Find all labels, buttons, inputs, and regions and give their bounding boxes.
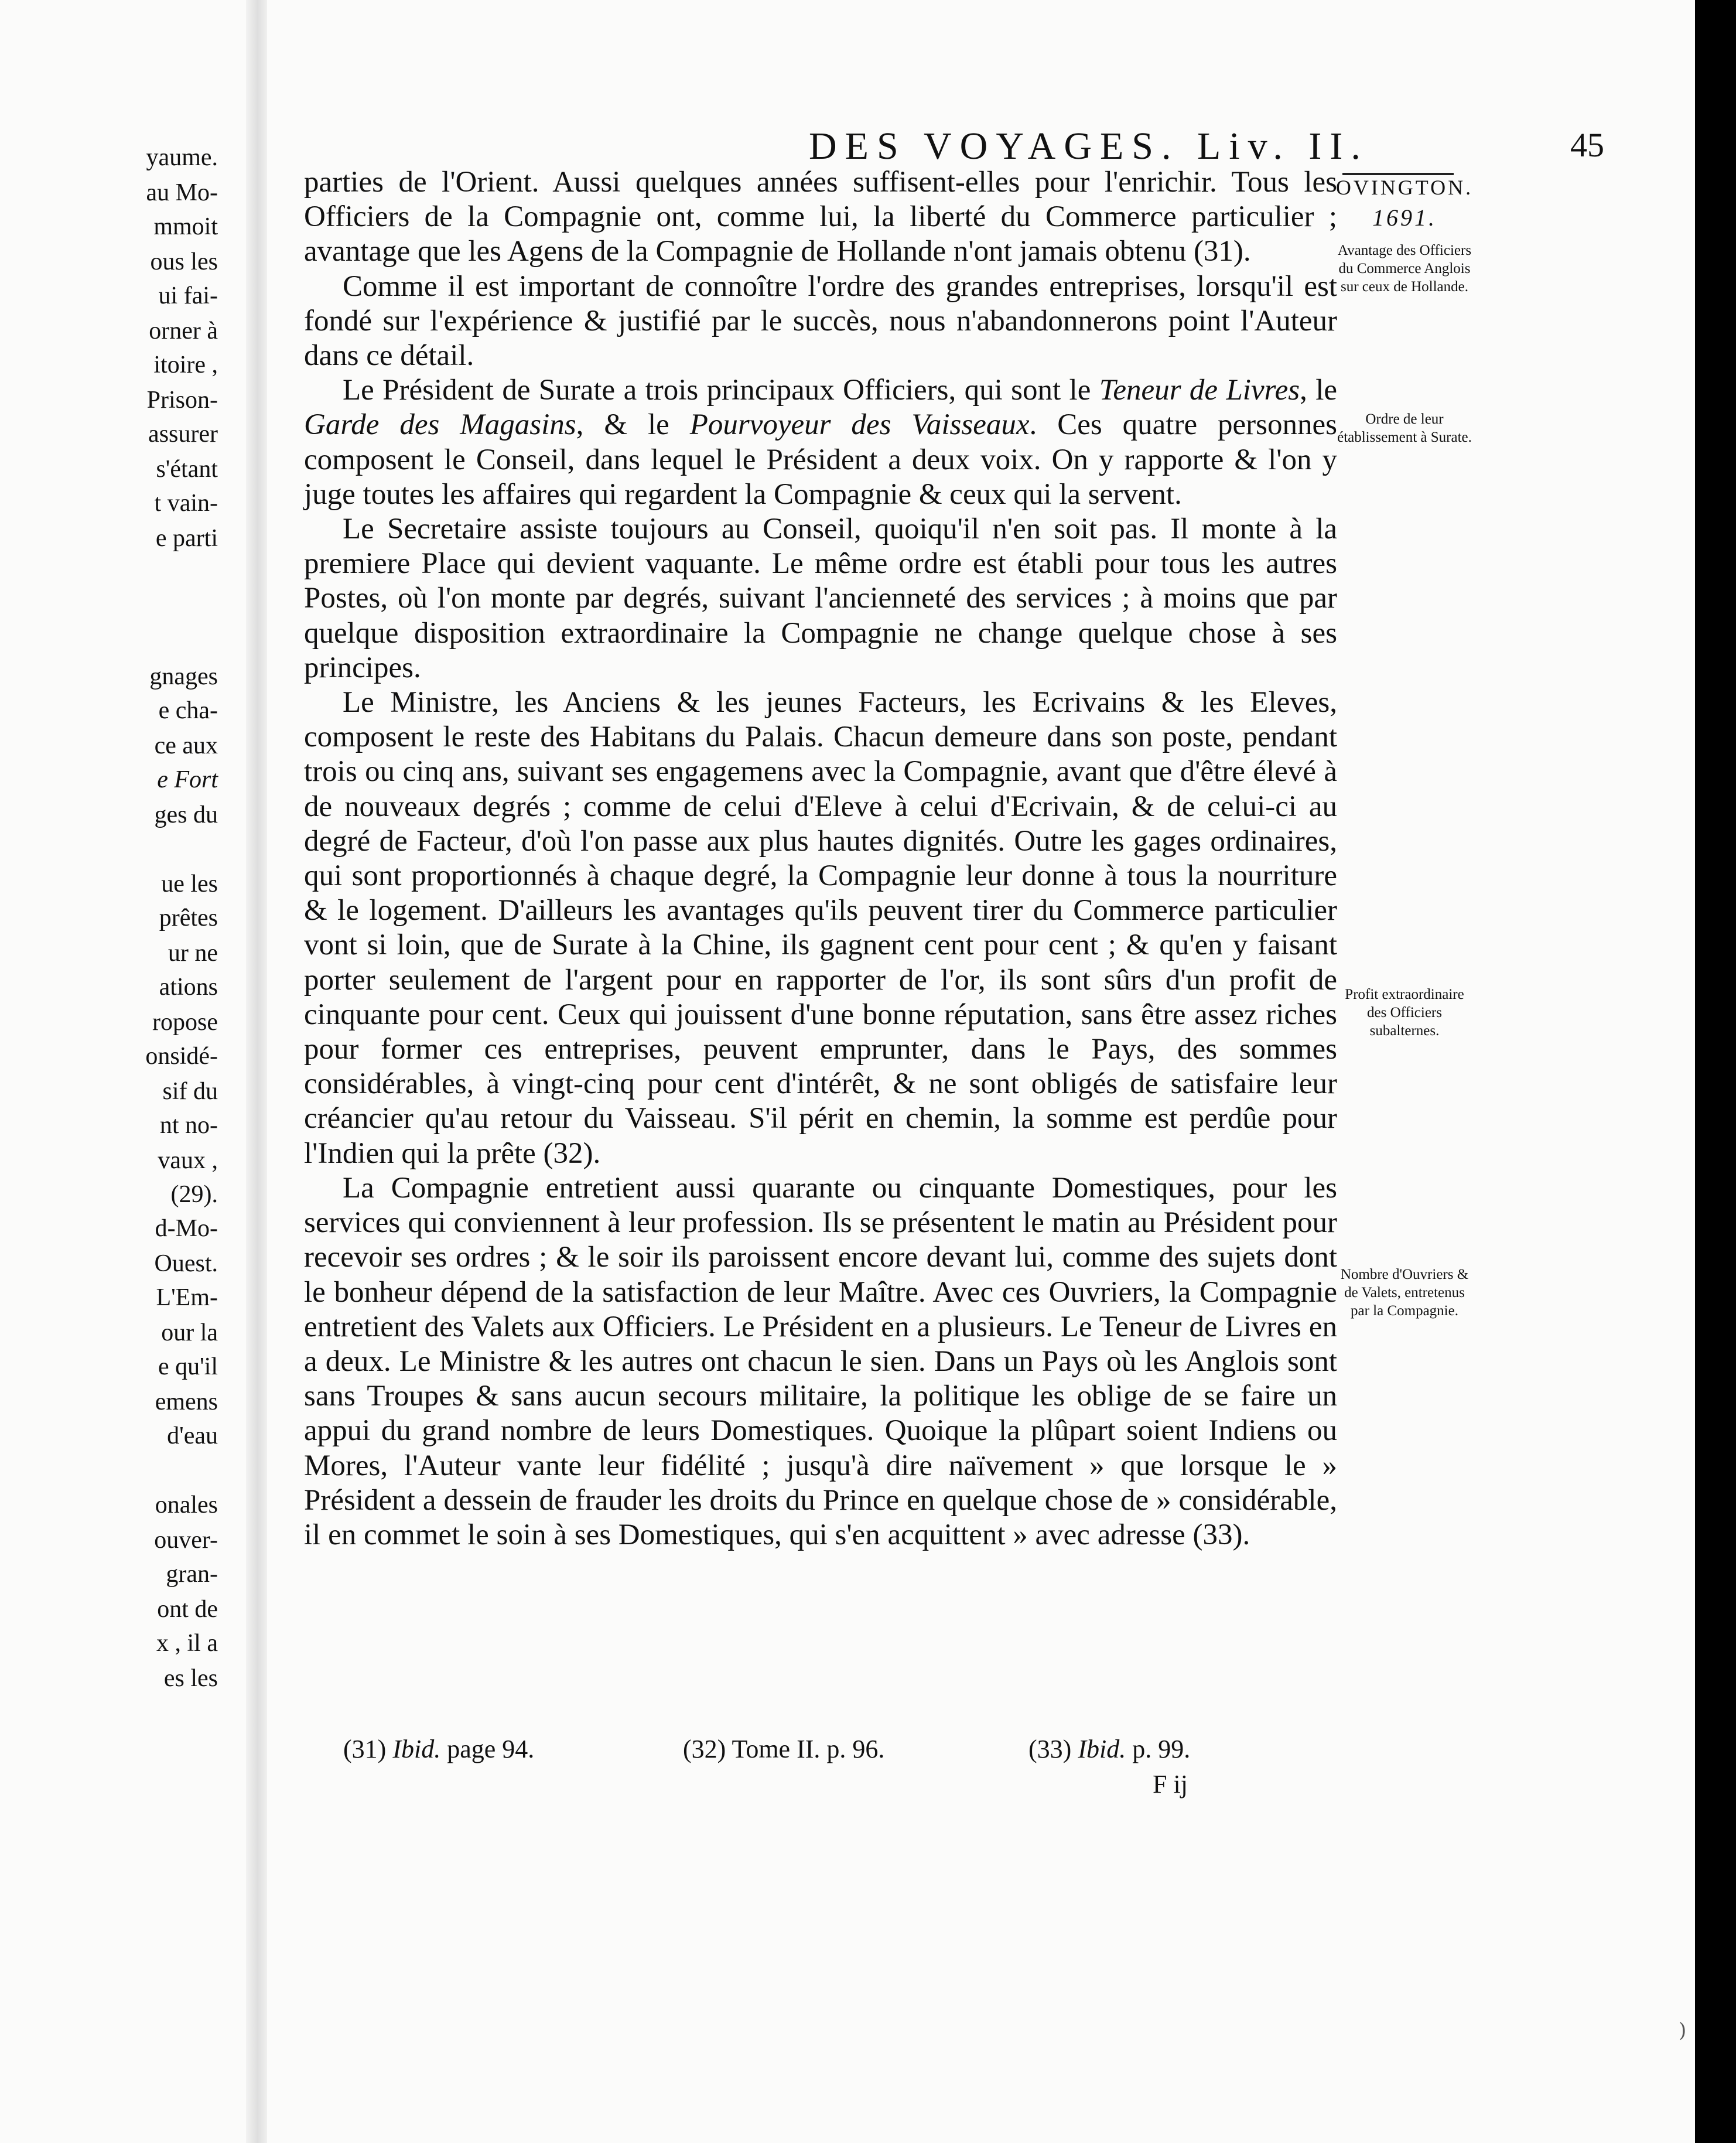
left-page-line: gnages xyxy=(149,663,218,690)
margin-note-author xyxy=(1334,173,1475,234)
footnote-33-ref: Ibid. xyxy=(1078,1735,1126,1763)
left-page-line: ges du xyxy=(154,801,218,828)
signature-mark: F ij xyxy=(1153,1770,1188,1799)
page-number: 45 xyxy=(1570,126,1604,164)
p6-text: La Compagnie entretient aussi quarante ou cinquante Domestiques, pour les services qui conviennent à leur profession. Ils se présentent le matin au Président pour recevoir ses ordres ; & le soir ils paroissent encore devant lui, comme des sujets dont le bonheur dépend de la satisfaction de leur Maître. Avec ces Ouvriers, la Compagnie entretient des Valets aux Officiers. Le Président en a plusieurs. Le Teneur de Livres en a deux. Le Ministre & les autres ont chacun le sien. Dans un Pays où les Anglois sont sans Troupes & sans aucun secours militaire, la politique les oblige de se faire un appui du grand nombre de leurs Domestiques. Quoique la plûpart soient Indiens ou Mores, l'Auteur vante leur fidélité ; jusqu'à dire naïvement xyxy=(304,1171,1337,1482)
left-page-line: es les xyxy=(163,1665,218,1692)
paragraph-6 xyxy=(304,1171,1337,1552)
margin-author: OVINGTON. xyxy=(1335,176,1474,199)
left-page-line: x , il a xyxy=(156,1630,218,1657)
right-page xyxy=(267,0,1695,2143)
left-page-line: ouver- xyxy=(154,1527,218,1554)
footnote-33-number: (33) xyxy=(1028,1735,1072,1763)
left-page-line: e cha- xyxy=(158,697,218,724)
footnote-32: (32) Tome II. p. 96. xyxy=(683,1735,885,1763)
left-page-line: ui fai- xyxy=(158,282,218,309)
footnote-31-ref: Ibid. xyxy=(392,1735,441,1763)
margin-note-1: Avantage des Officiers du Commerce Anglois sur ceux de Hollande. xyxy=(1337,243,1472,295)
running-head-title: DES VOYAGES. Liv. II. xyxy=(809,125,1369,168)
running-head xyxy=(539,124,1652,168)
footnote-33 xyxy=(1028,1734,1190,1764)
left-page-line: t vain- xyxy=(154,490,218,517)
left-page-line: e qu'il xyxy=(158,1353,218,1380)
paragraph-4: Le Secretaire assiste toujours au Conseil, quoiqu'il n'en soit pas. Il monte à la premiere Place qui devient vaquante. Le même ordre est établi pour tous les autres Postes, où l'on monte par degrés, suivant l'ancienneté des services ; à moins que par quelque disposition extraordinaire la Compagnie ne change quelque chose à ses principes. xyxy=(304,513,1337,684)
p6-quotation: » que lorsque le » Président a dessein de frauder les droits du Prince en quelque chose de » considérable, il en commet le soin à ses Domestiques, qui s'en acquittent » avec adresse (33). xyxy=(304,1449,1338,1551)
left-page-line: vaux , xyxy=(158,1147,218,1174)
left-page-line: yaume. xyxy=(146,144,218,171)
p3-text-c: , le xyxy=(1300,374,1338,407)
main-text xyxy=(304,165,1337,1552)
left-page-line: e parti xyxy=(155,525,218,552)
paragraph-5: Le Ministre, les Anciens & les jeunes Facteurs, les Ecrivains & les Eleves, composent le reste des Habitans du Palais. Chacun demeure dans son poste, pendant trois ou cinq ans, suivant ses engagemens avec la Compagnie, avant que d'être élevé à de nouveaux degrés ; comme de celui d'Eleve à celui d'Ecrivain, & de celui-ci au degré de Facteur, d'où l'on passe aux plus hautes dignités. Outre les gages ordinaires, qui sont proportionnés à chaque degré, la Compagnie leur donne à tous la nourriture & le logement. D'ailleurs les avantages qu'ils peuvent tirer du Commerce particulier vont si loin, que de Surate à la Chine, ils gagnent cent pour cent ; & qu'en y faisant porter seulement de l'argent pour en rapporter de l'or, ils sont sûrs d'un profit de cinquante pour cent. Ceux qui jouissent d'une bonne réputation, sans être assez riches pour former ces entreprises, peuvent emprunter, dans le Pays, des sommes considérables, à vingt-cinq pour cent d'intérêt, & ne sont obligés de satisfaire leur créancier qu'au retour du Vaisseau. S'il périt en chemin, la somme est perdûe pour l'Indien qui la prête (32). xyxy=(304,686,1337,1170)
left-page-line: ations xyxy=(159,974,218,1001)
edge-mark: ) xyxy=(1679,2019,1687,2042)
left-page-line: mmoit xyxy=(153,213,218,240)
p3-pourvoyeur: Pourvoyeur des Vaisseaux xyxy=(689,408,1030,442)
book-gutter xyxy=(246,0,267,2143)
left-page-line: orner à xyxy=(149,318,218,344)
footnotes xyxy=(343,1734,1339,1769)
left-page-line: itoire , xyxy=(153,352,218,378)
left-page-line: ur ne xyxy=(168,940,218,967)
left-page-line: our la xyxy=(161,1319,218,1346)
margin-note-2: Ordre de leur établissement à Surate. xyxy=(1337,411,1472,445)
left-page-line: ous les xyxy=(150,248,218,275)
left-page-line: assurer xyxy=(148,421,218,448)
left-page-line: au Mo- xyxy=(146,179,218,206)
left-page-line: Ouest. xyxy=(154,1250,218,1277)
footnote-33-page: p. 99. xyxy=(1132,1735,1191,1763)
p3-text-e: , & le xyxy=(576,408,690,442)
margin-year: 1691. xyxy=(1372,204,1437,231)
margin-note-3: Profit extraordinaire des Officiers subalternes. xyxy=(1345,987,1464,1039)
left-page-line: ont de xyxy=(157,1596,218,1623)
paragraph-1: parties de l'Orient. Aussi quelques années suffisent-elles pour l'enrichir. Tous les Officiers de la Compagnie ont, comme lui, la liberté du Commerce particulier ; avantage que les Agens de la Compagnie de Hollande n'ont jamais obtenu (31). xyxy=(304,166,1337,268)
left-page-line: gran- xyxy=(166,1561,218,1588)
p3-garde-des-magasins: Garde des Magasins xyxy=(304,408,576,442)
left-page-line: sif du xyxy=(162,1078,218,1105)
p3-text-a: Le Président de Surate a trois principaux Officiers, qui sont le xyxy=(343,374,1099,407)
left-page-line: onales xyxy=(155,1492,218,1518)
left-page-line: nt no- xyxy=(159,1112,218,1139)
left-page-line: d-Mo- xyxy=(155,1215,218,1242)
paragraph-3 xyxy=(304,373,1337,512)
p3-teneur-de-livres: Teneur de Livres xyxy=(1099,374,1300,407)
left-page-line: prêtes xyxy=(159,905,218,931)
left-page-line: ce aux xyxy=(154,732,218,759)
p3-text-g: . Ces quatre personnes composent le Conseil, dans lequel le Président a deux voix. On y rapporte & l'on y juge toutes les affaires qui regardent la Compagnie & ceux qui la servent. xyxy=(304,408,1337,511)
left-page-line: ue les xyxy=(161,871,218,898)
left-page-line: e Fort xyxy=(157,766,218,793)
footnote-31-number: (31) xyxy=(343,1735,387,1763)
margin-note-4: Nombre d'Ouvriers & de Valets, entretenus par la Compagnie. xyxy=(1340,1267,1469,1319)
left-page-line: s'étant xyxy=(156,456,218,483)
left-page-line: emens xyxy=(155,1388,218,1415)
footnote-31 xyxy=(343,1734,534,1764)
left-page-line: Prison- xyxy=(146,387,218,414)
left-page-line: ropose xyxy=(152,1009,218,1036)
footnote-31-page: page 94. xyxy=(447,1735,535,1763)
left-page-line: L'Em- xyxy=(156,1284,218,1311)
paragraph-2: Comme il est important de connoître l'ordre des grandes entreprises, lorsqu'il est fondé sur l'expérience & justifié par le succès, nous n'abandonnerons point l'Auteur dans ce détail. xyxy=(304,269,1337,373)
left-page-line: (29). xyxy=(170,1181,218,1208)
left-page-fragment xyxy=(0,0,246,2143)
left-page-line: onsidé- xyxy=(145,1043,218,1070)
left-page-line: d'eau xyxy=(167,1422,218,1449)
